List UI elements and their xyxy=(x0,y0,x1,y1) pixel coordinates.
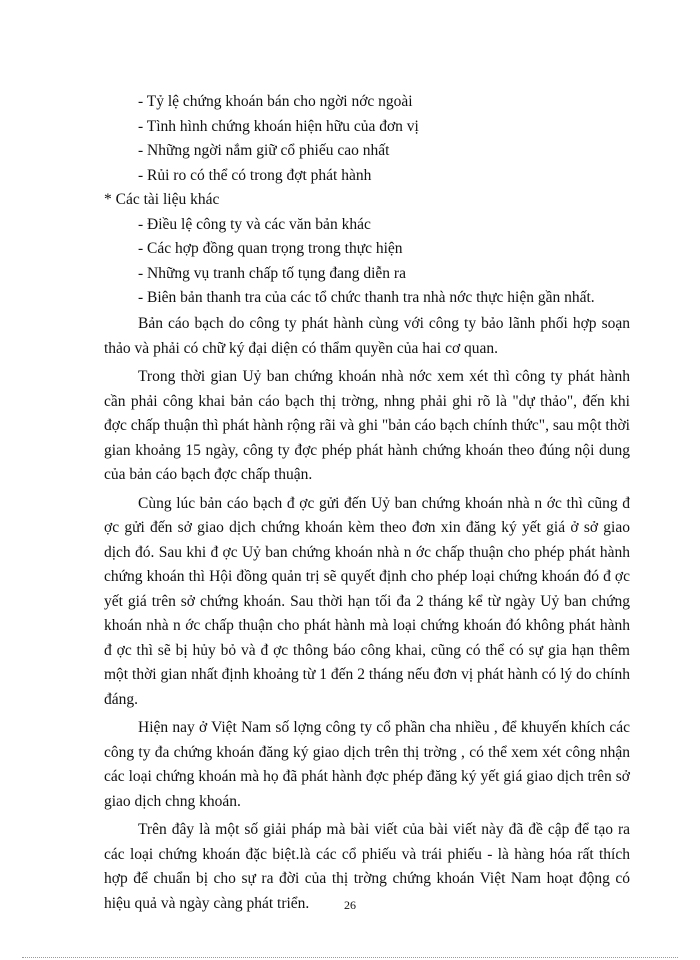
paragraph: Bản cáo bạch do công ty phát hành cùng với công ty bảo lãnh phối hợp soạn thảo và phải có chữ ký đại diện có thẩm quyền của hai cơ quan. xyxy=(104,315,630,357)
bullet-item: - Các hợp đồng quan trọng trong thực hiện xyxy=(138,240,403,257)
paragraph: Cùng lúc bản cáo bạch đ ợc gửi đến Uỷ ban chứng khoán nhà n ớc thì cũng đ ợc gửi đến sở giao dịch chứng khoán kèm theo đơn xin đăng ký yết giá ở sở giao dịch đó. Sau khi đ ợc Uỷ ban chứng khoán nhà n ớc chấp thuận cho phép phát hành chứng khoán thì Hội đồng quản trị sẽ quyết định cho phép loại chứng khoán đó đ ợc yết giá trên sở chứng khoán. Sau thời hạn tối đa 2 tháng kể từ ngày Uỷ ban chứng khoán nhà n ớc chấp thuận cho phát hành mà loại chứng khoán đó không phát hành đ ợc thì sẽ bị hủy bỏ và đ ợc thông báo công khai, cũng có thể có sự gia hạn thêm một thời gian nhất định khoảng từ 1 đến 2 tháng nếu đơn vị phát hành có lý do chính đáng. xyxy=(104,494,630,708)
paragraph: Trên đây là một số giải pháp mà bài viết của bài viết này đã đề cập để tạo ra các loại chứng khoán đặc biệt.là các cổ phiếu và trái phiếu - là hàng hóa rất thích hợp để chuẩn bị cho sự ra đời của thị trờng chứng khoán Việt Nam hoạt động có hiệu quả và ngày càng phát triển. xyxy=(104,821,630,912)
bullet-item: - Biên bản thanh tra của các tổ chức thanh tra nhà nớc thực hiện gần nhất. xyxy=(138,289,595,306)
bullet-item: - Những vụ tranh chấp tố tụng đang diễn ra xyxy=(138,264,406,282)
paragraph: Trong thời gian Uỷ ban chứng khoán nhà nớc xem xét thì công ty phát hành cần phải công khai bản cáo bạch thị trờng, nhng phải ghi rõ là "dự thảo", đến khi đợc chấp thuận thì phát hành rộng rãi và ghi "bản cáo bạch chính thức", sau một thời gian khoảng 15 ngày, công ty đợc phép phát hành chứng khoán theo đúng nội dung của bản cáo bạch đợc chấp thuận. xyxy=(104,368,630,483)
section-heading: * Các tài liệu khác xyxy=(104,191,220,208)
paragraph: Hiện nay ở Việt Nam số lợng công ty cổ phần cha nhiều , để khuyến khích các công ty đa chứng khoán đăng ký giao dịch trên thị trờng , có thể xem xét công nhận các loại chứng khoán mà họ đã phát hành đợc phép đăng ký yết giá giao dịch trên sở giao dịch chng khoán. xyxy=(104,719,630,810)
page-number: 26 xyxy=(344,898,356,912)
bullet-item: - Rủi ro có thể có trong đợt phát hành xyxy=(138,166,372,184)
bullet-item: - Những ngời nắm giữ cổ phiếu cao nhất xyxy=(138,142,390,159)
body-text xyxy=(104,312,630,916)
bottom-dotted-rule xyxy=(22,957,678,958)
bullet-item: - Tỷ lệ chứng khoán bán cho ngời nớc ngoài xyxy=(138,93,413,110)
bullet-item: - Tình hình chứng khoán hiện hữu của đơn vị xyxy=(138,117,419,135)
bullet-item: - Điều lệ công ty và các văn bản khác xyxy=(138,215,371,233)
